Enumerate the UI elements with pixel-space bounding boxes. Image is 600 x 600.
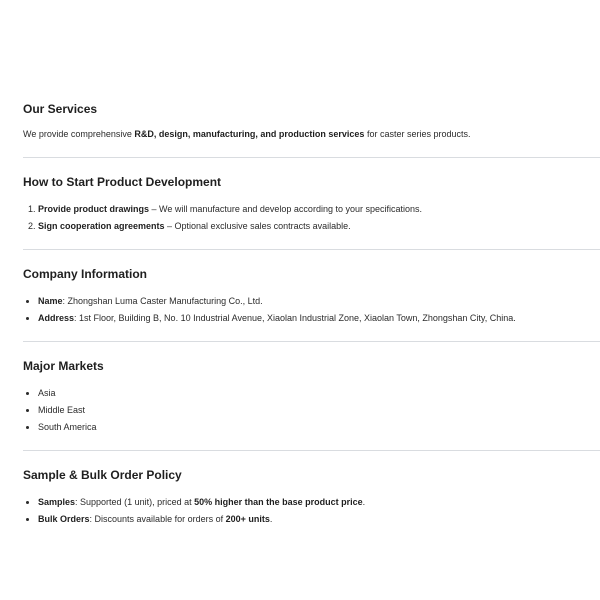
list-item bbox=[38, 511, 600, 528]
policy-text: : Supported (1 unit), priced at bbox=[75, 497, 195, 507]
info-value: : Zhongshan Luma Caster Manufacturing Co., Ltd. bbox=[62, 296, 263, 306]
policy-text: . bbox=[362, 497, 366, 507]
divider bbox=[23, 157, 600, 158]
section-markets bbox=[23, 357, 600, 436]
section-policy bbox=[23, 466, 600, 528]
divider bbox=[23, 450, 600, 451]
list-item bbox=[38, 310, 600, 327]
list-item: • South America bbox=[38, 419, 600, 436]
step-title: Provide product drawings bbox=[38, 204, 150, 214]
list-item: • Asia bbox=[38, 385, 600, 402]
info-label: Address bbox=[38, 313, 75, 323]
divider bbox=[23, 341, 600, 342]
info-label: Name bbox=[38, 296, 63, 306]
markets-list bbox=[23, 385, 600, 436]
policy-label: Samples bbox=[38, 497, 76, 507]
policy-label: Bulk Orders bbox=[38, 514, 90, 524]
info-value: : 1st Floor, Building B, No. 10 Industrial Avenue, Xiaolan Industrial Zone, Xiaolan Town, Zhongshan City, China. bbox=[74, 313, 516, 323]
policy-heading: Sample & Bulk Order Policy bbox=[23, 468, 182, 482]
markets-heading: Major Markets bbox=[23, 359, 104, 373]
development-heading: How to Start Product Development bbox=[23, 175, 222, 189]
company-heading: Company Information bbox=[23, 267, 148, 281]
policy-list bbox=[23, 494, 600, 528]
list-item: • Middle East bbox=[38, 402, 600, 419]
services-text-post: for caster series products. bbox=[364, 129, 471, 139]
services-text-bold: R&D, design, manufacturing, and production services bbox=[134, 129, 365, 139]
step-text: – Optional exclusive sales contracts available. bbox=[164, 221, 351, 231]
policy-text: : Discounts available for orders of bbox=[89, 514, 226, 524]
section-company bbox=[23, 265, 600, 327]
policy-highlight: 200+ units bbox=[225, 514, 270, 524]
section-development bbox=[23, 173, 600, 235]
section-services bbox=[23, 100, 600, 143]
services-text bbox=[23, 126, 600, 143]
step-text: – We will manufacture and develop according to your specifications. bbox=[149, 204, 422, 214]
policy-text: . bbox=[269, 514, 273, 524]
list-item bbox=[38, 218, 600, 235]
step-title: Sign cooperation agreements bbox=[38, 221, 165, 231]
list-item bbox=[38, 293, 600, 310]
company-info-list bbox=[23, 293, 600, 327]
services-text-pre: We provide comprehensive bbox=[23, 129, 135, 139]
list-item bbox=[38, 494, 600, 511]
divider bbox=[23, 249, 600, 250]
list-item bbox=[38, 201, 600, 218]
policy-highlight: 50% higher than the base product price bbox=[194, 497, 363, 507]
services-heading: Our Services bbox=[23, 102, 98, 116]
content bbox=[23, 100, 600, 528]
development-steps bbox=[23, 201, 600, 235]
